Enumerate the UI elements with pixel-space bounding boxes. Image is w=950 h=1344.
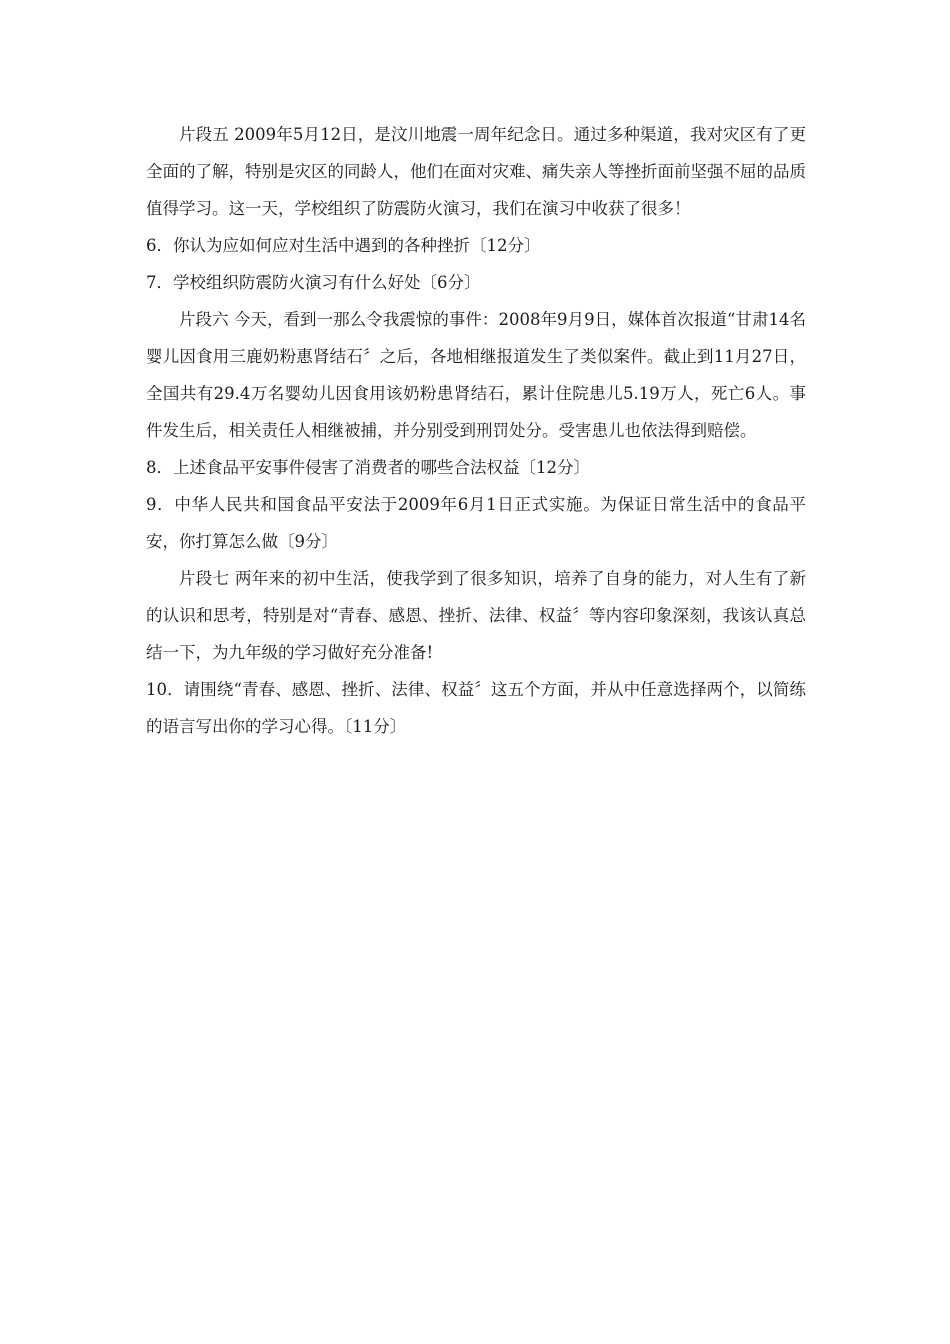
passage-7: 片段七 两年来的初中生活，使我学到了很多知识，培养了自身的能力，对人生有了新的认识和思考，特别是对“青春、感恩、挫折、法律、权益〞等内容印象深刻，我该认真总结一下，为九年级的学习做好充分准备! bbox=[146, 569, 806, 662]
document-body bbox=[146, 116, 806, 745]
question-8: 8．上述食品平安事件侵害了消费者的哪些合法权益〔12分〕 bbox=[146, 458, 590, 477]
question-6: 6．你认为应如何应对生活中遇到的各种挫折〔12分〕 bbox=[146, 236, 541, 255]
passage-6: 片段六 今天，看到一那么令我震惊的事件：2008年9月9日，媒体首次报道“甘肃14名婴儿因食用三鹿奶粉惠肾结石〞之后，各地相继报道发生了类似案件。截止到11月27日，全国共有29.4万名婴幼儿因食用该奶粉患肾结石，累计住院患儿5.19万人，死亡6人。事件发生后，相关责任人相继被捕，并分别受到刑罚处分。受害患儿也依法得到赔偿。 bbox=[146, 310, 806, 440]
question-7: 7．学校组织防震防火演习有什么好处〔6分〕 bbox=[146, 273, 481, 292]
question-9: 9．中华人民共和国食品平安法于2009年6月1日正式实施。为保证日常生活中的食品平安，你打算怎么做〔9分〕 bbox=[146, 495, 806, 551]
passage-5: 片段五 2009年5月12日，是汶川地震一周年纪念日。通过多种渠道，我对灾区有了更全面的了解，特别是灾区的同龄人，他们在面对灾难、痛失亲人等挫折面前坚强不屈的品质值得学习。这一天，学校组织了防震防火演习，我们在演习中收获了很多！ bbox=[146, 125, 806, 218]
question-10: 10．请围绕“青春、感恩、挫折、法律、权益〞这五个方面，并从中任意选择两个，以简练的语言写出你的学习心得。〔11分〕 bbox=[146, 680, 806, 736]
